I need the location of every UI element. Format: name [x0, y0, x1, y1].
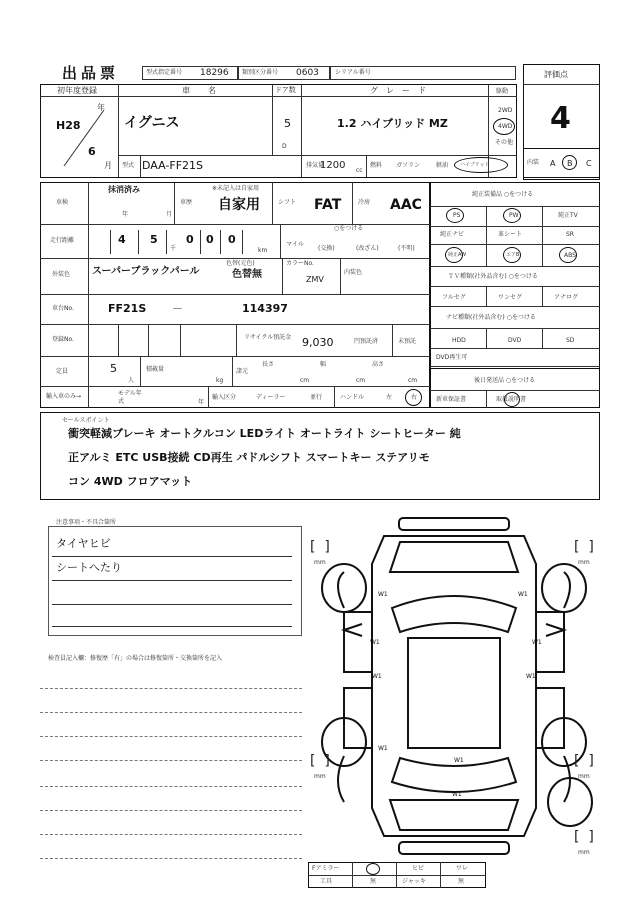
mm-spare: mm [578, 849, 590, 856]
shift-label: シフト [278, 199, 297, 206]
bracket-spare: [ ] [574, 829, 594, 845]
warranty-manual-circle [504, 392, 520, 407]
width-cm: cm [356, 377, 366, 384]
model-year-unit: 年 [198, 399, 205, 406]
era-year: H28 [56, 119, 81, 132]
sales-line-1: 衝突軽減ブレーキ オートクルコン LEDライト オートライト シートヒーター 純 [68, 427, 461, 440]
handle-right-circle [405, 389, 422, 406]
load-unit: kg [216, 377, 224, 384]
mileage-digit-5: 0 [228, 233, 236, 246]
sales-line-3: コン 4WD フロアマット [68, 475, 193, 488]
interior-a: A [550, 159, 556, 168]
color-change-value: 色替無 [232, 269, 262, 280]
inspector-label: 検査員記入欄：修復歴「有」の場合は修復箇所・交換箇所を記入 [48, 655, 223, 662]
equip-abs: ABS [564, 252, 576, 259]
equip-pw: PW [509, 212, 519, 219]
model-spec-label: 型式指定番号 [146, 69, 183, 76]
w1-mark-3: W1 [370, 639, 380, 646]
fuel-diesel: 軽油 [436, 162, 449, 169]
year-suffix: 年 [97, 103, 105, 112]
equip-aw-circle [445, 247, 463, 263]
color-value [92, 266, 212, 278]
length-label: 長さ [262, 361, 275, 368]
mileage-option-replaced: (交換) [318, 245, 335, 252]
bt-mirror: Fアミラー [312, 865, 340, 872]
warranty-title: 後日発送品 ○をつける [474, 377, 536, 384]
bt-jack: ジャッキ [402, 878, 426, 885]
mm-rr: mm [578, 773, 590, 780]
navi-dvd: DVD [508, 337, 522, 344]
model-year-label: モデル年式 [118, 390, 142, 405]
ac-value: AAC [390, 197, 422, 213]
recycle-unit: 円預託済 [354, 338, 379, 345]
drive-2wd: 2WD [498, 107, 513, 114]
capacity-label: 定員 [56, 368, 69, 375]
import-label: 輸入車のみ→ [46, 393, 82, 400]
type-label: 型式 [122, 162, 135, 169]
equip-navi: 純正ナビ [440, 231, 465, 238]
chassis-no: 114397 [242, 302, 288, 315]
usage-label: 車歴 [180, 199, 193, 206]
navi-sd: SD [566, 337, 575, 344]
bt-jack-val: 無 [458, 878, 465, 885]
navi-hdd: HDD [452, 337, 466, 344]
mm-fl: mm [314, 559, 326, 566]
equip-tv: 純正TV [558, 212, 578, 219]
mileage-option-mile: マイル [286, 241, 304, 248]
chassis-dash: － [172, 302, 183, 315]
notes-label: 注意事項・不具合箇所 [56, 519, 117, 526]
warranty-new: 新車保証書 [436, 396, 467, 403]
note-1: タイヤヒビ [56, 537, 111, 550]
displacement-unit: cc [356, 167, 363, 174]
month-value: 6 [88, 145, 96, 158]
mileage-unit: km [258, 247, 268, 254]
height-label: 高さ [372, 361, 385, 368]
warranty-manual: 取扱説明書 [496, 396, 527, 403]
color-no-label: カラーNo. [286, 260, 314, 267]
type-value: DAA-FF21S [142, 159, 203, 172]
category-label: 類別区分番号 [242, 69, 279, 76]
equip-ps-circle [446, 208, 464, 223]
w1-mark-5: W1 [372, 673, 382, 680]
equip-pw-circle [503, 208, 521, 223]
fuel-label: 燃料 [370, 162, 383, 169]
shift-value: FAT [314, 197, 342, 213]
w1-mark-8: W1 [454, 757, 464, 764]
interior-b: B [567, 159, 573, 168]
mm-fr: mm [578, 559, 590, 566]
doors-value: 5 [284, 117, 291, 130]
note-2: シートへたり [56, 561, 122, 574]
interior-c: C [586, 159, 592, 168]
sales-line-2: 正アルミ ETC USB接続 CD再生 パドルシフト スマートキー ステアリモ [68, 451, 430, 464]
displacement-value: 1200 [320, 160, 346, 171]
chassis-label: 車台No. [52, 305, 74, 312]
mileage-digit-3: 0 [186, 233, 194, 246]
model-spec-no: 18296 [200, 68, 229, 78]
w1-mark-6: W1 [526, 673, 536, 680]
usage-value: 自家用 [218, 197, 260, 213]
interior-color-label: 内装色 [344, 269, 363, 276]
car-name: イグニス [124, 115, 180, 131]
month-suffix: 月 [104, 161, 112, 170]
color-change-label: 色替(元色) [226, 260, 255, 267]
load-label: 積載量 [146, 366, 165, 373]
fuel-hybrid-circle [454, 157, 508, 173]
displacement-label: 排気量 [306, 162, 325, 169]
doors-label: ドア数 [275, 86, 296, 94]
length-cm: cm [300, 377, 310, 384]
drive-4wd-circle [493, 118, 515, 135]
door-d: D [282, 143, 287, 150]
drive-label: 駆動 [496, 88, 509, 95]
recycle-label: リサイクル預託金 [244, 334, 292, 341]
w1-mark-2: W1 [518, 591, 528, 598]
fuel-gas: ガソリン [396, 162, 421, 169]
drive-4wd: 4WD [498, 123, 513, 130]
recycle-not: 未預託 [398, 338, 417, 345]
bt-tools-val: 無 [370, 878, 377, 885]
equip-aw: 純正AW [448, 252, 467, 258]
serial-label: シリアル番号 [335, 69, 371, 76]
name-label: 車名 [182, 86, 234, 95]
grade-label: グレード [370, 86, 434, 95]
tv-one: ワンセグ [498, 294, 523, 301]
equip-leather: 革シート [498, 231, 523, 238]
equip-sr: SR [566, 231, 574, 238]
mileage-option-unknown: (不明) [398, 245, 415, 252]
bracket-fl: [ ] [310, 539, 330, 555]
sales-points-label: セールスポイント [62, 417, 110, 424]
drive-other: その他 [495, 139, 514, 146]
score-label: 評価点 [544, 70, 568, 79]
date-slash [60, 108, 110, 168]
interior-b-circle [562, 155, 577, 170]
genuine-title: 純正装備品 ○をつける [472, 191, 534, 198]
bt-mirror-circle [366, 863, 380, 875]
recycle-amount: 9,030 [302, 336, 334, 349]
score-value: 4 [550, 101, 571, 136]
shaken-label: 車検 [56, 199, 69, 206]
mileage-option-tampered: (改ざん) [356, 245, 379, 252]
equip-abs-circle [559, 247, 577, 263]
mileage-label: 走行距離 [50, 237, 75, 244]
capacity-unit: 人 [128, 377, 135, 384]
bt-tools: 工具 [320, 878, 333, 885]
bt-break: ワレ [456, 865, 469, 872]
w1-mark-7: W1 [378, 745, 388, 752]
usage-note: ※未記入は自家用 [212, 185, 260, 192]
equip-airbag-circle [503, 247, 521, 263]
color-label: 外装色 [52, 271, 71, 278]
tv-full: フルセグ [442, 294, 466, 301]
chassis-prefix: FF21S [108, 302, 147, 315]
shaken-year: 年 [122, 211, 129, 218]
w1-mark-4: W1 [532, 639, 542, 646]
w1-mark-1: W1 [378, 591, 388, 598]
reg-no-label: 登録No. [52, 336, 74, 343]
car-diagram [304, 512, 604, 864]
color-no-value: ZMV [306, 275, 324, 284]
import-dealer: ディーラー [256, 394, 286, 401]
bracket-rl: [ ] [310, 753, 330, 769]
mileage-digit-1: 4 [118, 233, 126, 246]
equip-airbag: エアB [506, 252, 520, 258]
interior-label: 内装 [527, 159, 540, 166]
mileage-thousand: 千 [170, 245, 177, 252]
bt-crack: ヒビ [412, 865, 425, 872]
equip-ps: PS [453, 212, 461, 219]
handle-right: 右 [411, 394, 418, 401]
height-cm: cm [408, 377, 418, 384]
mileage-options-title: ○をつける [334, 225, 364, 232]
bracket-fr: [ ] [574, 539, 594, 555]
shaken-value: 抹消済み [108, 185, 140, 194]
grade-value: 1.2 ハイブリッド MZ [337, 117, 448, 130]
tv-analog: アナログ [554, 294, 579, 301]
handle-label: ハンドル [340, 394, 365, 401]
mm-rl: mm [314, 773, 326, 780]
tv-title: ＴＶ種類(社外品含む) ○をつける [448, 273, 538, 280]
mileage-digit-4: 0 [206, 233, 214, 246]
fuel-hybrid: ハイブリッド [460, 162, 490, 168]
mileage-digit-2: 5 [150, 233, 158, 246]
ac-label: 冷房 [358, 199, 371, 206]
width-label: 幅 [320, 361, 327, 368]
first-reg-label: 初年度登録 [57, 86, 97, 95]
w1-mark-9: W1 [452, 791, 462, 798]
import-type-label: 輸入区分 [212, 394, 237, 401]
capacity-value: 5 [110, 362, 117, 375]
category-no: 0603 [296, 68, 319, 78]
shaken-month: 月 [166, 211, 173, 218]
dvd-label: DVD再生可 [436, 354, 468, 361]
import-parallel: 並行 [310, 394, 323, 401]
inspection-block [40, 182, 430, 408]
navi-title: ナビ種類(社外品含む) ○をつける [446, 314, 536, 321]
color-value-text: スーパーブラックパール [92, 266, 200, 277]
bracket-rr: [ ] [574, 753, 594, 769]
handle-left: 左 [386, 394, 393, 401]
form-title: 出品票 [62, 64, 120, 82]
dims-label: 諸元 [236, 368, 249, 375]
